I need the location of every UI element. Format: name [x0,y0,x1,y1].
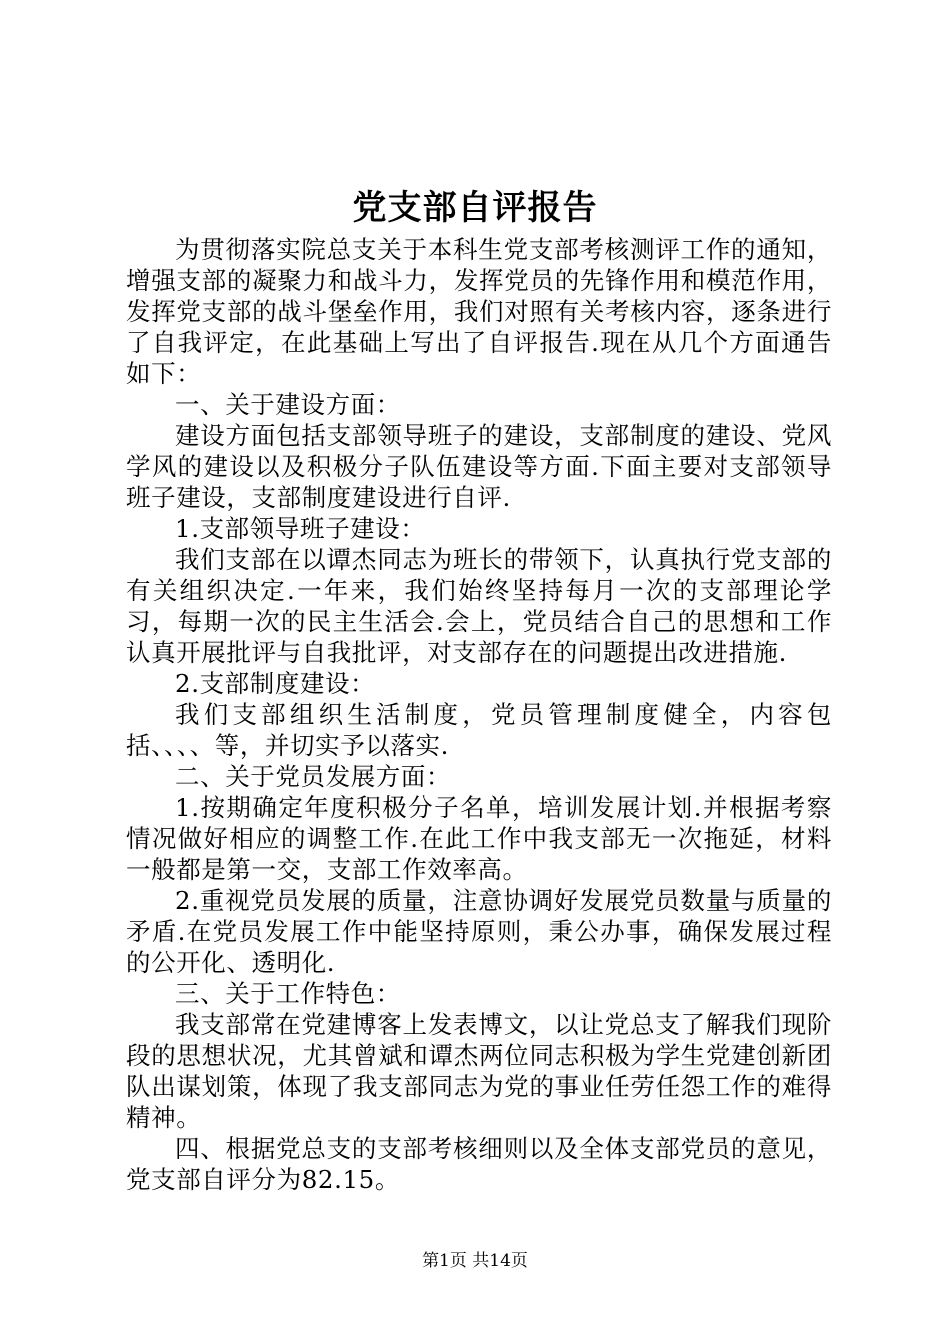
development-paragraph-1: 1.按期确定年度积极分子名单，培训发展计划.并根据考察情况做好相应的调整工作.在此工作中我支部无一次拖延，材料一般都是第一交，支部工作效率高。 [126,793,832,884]
document-title: 党支部自评报告 [352,188,598,228]
document-body [126,234,832,1195]
score-paragraph: 四、根据党总支的支部考核细则以及全体支部党员的意见，党支部自评分为82.15。 [126,1134,832,1194]
section-heading-development: 二、关于党员发展方面： [175,762,452,791]
subheading-system: 2.支部制度建设： [175,669,376,698]
subheading-leadership: 1.支部领导班子建设： [175,514,426,543]
system-paragraph: 我们支部组织生活制度，党员管理制度健全，内容包括、、、、等，并切实予以落实. [126,700,832,760]
section-heading-construction: 一、关于建设方面： [175,390,401,419]
intro-paragraph: 为贯彻落实院总支关于本科生党支部考核测评工作的通知，增强支部的凝聚力和战斗力，发挥党员的先锋作用和模范作用，发挥党支部的战斗堡垒作用，我们对照有关考核内容，逐条进行了自我评定，在此基础上写出了自评报告.现在从几个方面通告如下： [126,235,832,388]
construction-paragraph: 建设方面包括支部领导班子的建设，支部制度的建设、党风学风的建设以及积极分子队伍建设等方面.下面主要对支部领导班子建设，支部制度建设进行自评. [126,421,832,512]
section-heading-features: 三、关于工作特色： [175,979,401,1008]
features-paragraph: 我支部常在党建博客上发表博文，以让党总支了解我们现阶段的思想状况，尤其曾斌和谭杰两位同志积极为学生党建创新团队出谋划策，体现了我支部同志为党的事业任劳任怨工作的难得精神。 [126,1010,832,1132]
development-paragraph-2: 2.重视党员发展的质量，注意协调好发展党员数量与质量的矛盾.在党员发展工作中能坚持原则，秉公办事，确保发展过程的公开化、透明化. [126,886,832,977]
leadership-paragraph: 我们支部在以谭杰同志为班长的带领下，认真执行党支部的有关组织决定.一年来，我们始终坚持每月一次的支部理论学习，每期一次的民主生活会.会上，党员结合自己的思想和工作认真开展批评与自我批评，对支部存在的问题提出改进措施. [126,545,832,667]
page-footer: 第1页 共14页 [422,1251,528,1271]
